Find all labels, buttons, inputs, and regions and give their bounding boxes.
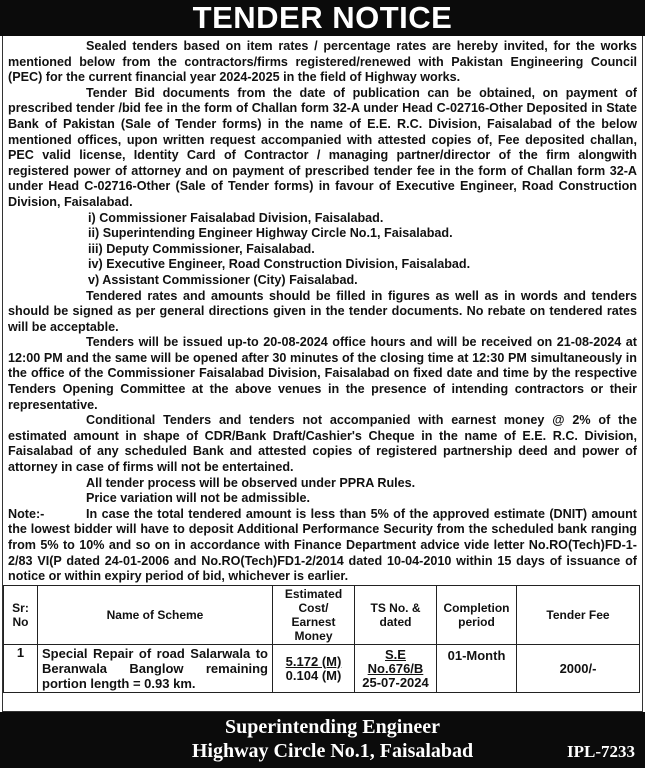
offices-list bbox=[8, 211, 637, 289]
header-sr: Sr: No bbox=[4, 586, 38, 645]
office-item: iv) Executive Engineer, Road Construction Division, Faisalabad. bbox=[88, 257, 471, 272]
footer-signature bbox=[0, 712, 645, 768]
note-label: Note:- bbox=[8, 506, 45, 521]
paragraph-rates: Tendered rates and amounts should be filled in figures as well as in words and tenders should be signed as per general directions given in the tender documents. No rebate on tendered rates will be acceptable. bbox=[8, 288, 637, 334]
ad-code: IPL-7233 bbox=[567, 742, 635, 761]
cell-sr: 1 bbox=[4, 645, 38, 693]
earnest-money: 0.104 (M) bbox=[285, 667, 342, 683]
paragraph-price-variation: Price variation will not be admissible. bbox=[86, 491, 310, 506]
signatory-title: Superintending Engineer bbox=[224, 716, 441, 738]
cell-period: 01-Month bbox=[437, 645, 517, 693]
signatory-office: Highway Circle No.1, Faisalabad bbox=[191, 740, 474, 762]
receive-date: 21-08-2024 bbox=[556, 335, 622, 350]
notice-body bbox=[3, 36, 642, 585]
ts-number: No.676/B bbox=[367, 660, 424, 676]
header-period: Completion period bbox=[437, 586, 517, 645]
estimated-cost: 5.172 (M) bbox=[285, 653, 342, 669]
header-fee: Tender Fee bbox=[517, 586, 640, 645]
office-item: i) Commissioner Faisalabad Division, Faisalabad. bbox=[88, 210, 384, 225]
office-item: iii) Deputy Commissioner, Faisalabad. bbox=[88, 241, 315, 256]
header-cost: Estimated Cost/ Earnest Money bbox=[273, 586, 355, 645]
note bbox=[8, 507, 637, 585]
text: Tenders will be issued up-to bbox=[86, 335, 264, 350]
office-item: v) Assistant Commissioner (City) Faisalabad. bbox=[88, 272, 358, 287]
scheme-table bbox=[3, 585, 640, 693]
cell-scheme: Special Repair of road Salarwala to Beranwala Banglow remaining portion length = 0.93 km. bbox=[38, 645, 273, 693]
table-row bbox=[4, 645, 640, 693]
text: at 12:00 PM and the same will be opened after 30 minutes of the closing time at 12:30 PM simultaneously in the office of the Commissioner Faisalabad Division, Faisalabad on fixed date and time by the respective Tenders Opening Committee at the above venues in the presence of intending contractors or their representative. bbox=[8, 335, 637, 412]
notice-title: TENDER NOTICE bbox=[0, 0, 645, 36]
paragraph-schedule bbox=[8, 335, 637, 413]
text: office hours and will be received on bbox=[327, 335, 557, 350]
office-item: ii) Superintending Engineer Highway Circle No.1, Faisalabad. bbox=[88, 226, 453, 241]
cell-cost bbox=[273, 645, 355, 693]
ts-date: 25-07-2024 bbox=[362, 674, 429, 690]
cell-ts bbox=[355, 645, 437, 693]
header-scheme: Name of Scheme bbox=[38, 586, 273, 645]
cell-fee: 2000/- bbox=[517, 645, 640, 693]
issue-date: 20-08-2024 bbox=[263, 335, 328, 350]
paragraph-conditional: Conditional Tenders and tenders not accompanied with earnest money @ 2% of the estimated amount in shape of CDR/Bank Draft/Cashier's Cheque in the name of E.E. R.C. Division, Faisalabad of any scheduled Bank and attested copies of registered partnership deed and power of attorney in case of firms will not be entertained. bbox=[8, 413, 637, 475]
paragraph-ppra: All tender process will be observed under PPRA Rules. bbox=[86, 475, 416, 490]
header-ts: TS No. & dated bbox=[355, 586, 437, 645]
paragraph-invitation: Sealed tenders based on item rates / percentage rates are hereby invited, for the works mentioned below from the contractors/firms registered/renewed with Pakistan Engineering Council (PEC) for the current financial year 2024-2025 in the field of Highway works. bbox=[8, 39, 637, 85]
table-header-row bbox=[4, 586, 640, 645]
note-text: In case the total tendered amount is less than 5% of the approved estimate (DNIT) amount the lowest bidder will have to deposit Additional Performance Security from the scheduled bank ranging from 5% to 10% and so on in accordance with Finance Department advice vide letter No.RO(Tech)FD-1-2/83 VI(P dated 24-01-2006 and No.RO(Tech)FD1-2/2014 dated 10-04-2010 within 15 days of issuance of notice or within expiry period of bid, whichever is earlier. bbox=[8, 506, 637, 584]
paragraph-bid-documents: Tender Bid documents from the date of publication can be obtained, on payment of prescribed tender /bid fee in the form of Challan form 32-A under Head C-02716-Other Deposited in State Bank of Pakistan (Sale of Tender forms) in the name of E.E. R.C. Division, Faisalabad of the below mentioned offices, upon written request accompanied with attested copies of, Fee deposited challan, PEC valid license, Identity Card of Contractor / managing partner/director of the firm alongwith registered power of attorney and on payment of prescribed tender fee in the form of Challan form 32-A under Head C-02716-Other (Sale of Tender forms) in favour of Executive Engineer, Road Construction Division, Faisalabad. bbox=[8, 85, 637, 209]
ts-line: S.E bbox=[385, 646, 406, 662]
